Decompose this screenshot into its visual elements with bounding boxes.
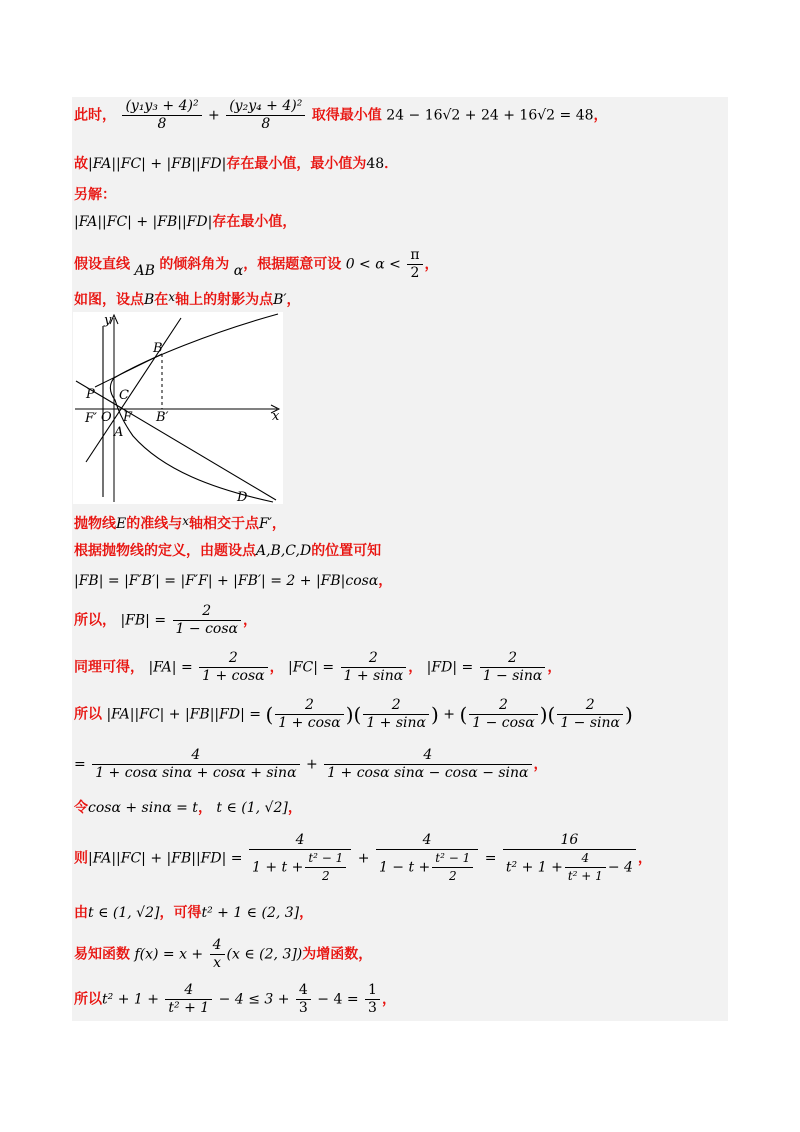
- line-13: = $\frac{4}{\text{1 + cosα sinα + cosα + sinα}}$ + $\frac{4}{\text{1 + cosα sinα − cosα − sinα}}$ ，: [74, 747, 548, 781]
- line-7: 抛物线E的准线与x轴相交于点F′，: [74, 514, 286, 532]
- figure-background: [73, 312, 283, 504]
- fraction: $\frac{2}{1 + \sin\alpha}$: [341, 650, 407, 685]
- x-label: x: [272, 409, 280, 424]
- label-f-prime: F′: [85, 411, 97, 426]
- line-6: 如图，设点B在x轴上的射影为点B′，: [74, 290, 301, 308]
- y-label: y: [104, 313, 112, 328]
- line-17: 易知函数 f(x) = x + $\frac{4}{x}$ (x ∈ (2, 3])为增函数，: [74, 937, 373, 971]
- fraction: $\frac{\text{(y₂y₄ + 4)²}}{8}$: [226, 98, 305, 133]
- line-18: 所以t² + 1 + $\frac{4}{\text{t² + 1}}$ − 4 ≤ 3 + $\frac{4}{3}$ − 4 = $\frac{1}{3}$ ，: [74, 982, 396, 1016]
- label-b: B: [153, 341, 163, 356]
- label-a: A: [114, 425, 124, 440]
- label-f: F: [123, 410, 133, 425]
- label-p: P: [86, 387, 95, 402]
- line-14: 令cosα + sinα = t， t ∈ (1, √2]，: [74, 800, 302, 816]
- label-b-prime: B′: [156, 410, 169, 425]
- line-3: 另解：: [74, 187, 116, 203]
- fraction: 16 t² + 1 + $\frac{4}{\text{t² + 1}}$ − 4: [503, 832, 636, 885]
- line-2: 故|FA||FC| + |FB||FD|存在最小值，最小值为48．: [74, 156, 399, 172]
- fraction: $\frac{4}{\text{1 + cosα sinα + cosα + sinα}}$: [92, 747, 299, 782]
- fraction: $\frac{4}{x}$: [210, 937, 225, 972]
- line-12: 所以 |FA||FC| + |FB||FD| = ( $\frac{2}{1 + \cos\alpha}$ )( $\frac{2}{1 + \sin\alpha}$ ) + ( $\frac{2}{1 - \cos\alpha}$ )( $\frac{2}{1 - \sin\alpha}$ ): [74, 697, 633, 731]
- line-4: |FA||FC| + |FB||FD|存在最小值，: [74, 214, 297, 230]
- line-5: 假设直线 AB 的倾斜角为 α，根据题意可设 0 < α < $\frac{\pi}{2}$ ，: [74, 247, 439, 281]
- label-d: D: [237, 490, 248, 504]
- fraction: $\frac{2}{1 - \cos\alpha}$: [469, 697, 537, 732]
- fraction: $\frac{2}{1 + \sin\alpha}$: [363, 697, 429, 732]
- line-16: 由t ∈ (1, √2]，可得t² + 1 ∈ (2, 3]，: [74, 905, 314, 921]
- fraction: 4 1 + t + $\frac{\text{t² − 1}}{2}$: [249, 832, 351, 885]
- fraction: $\frac{\pi}{2}$: [407, 247, 422, 282]
- line-9: |FB| = |F′B′| = |F′F| + |FB′| = 2 + |FB|cosα，: [74, 573, 393, 589]
- line-15: 则|FA||FC| + |FB||FD| = 4 1 + t + $\frac{\text{t² − 1}}{2}$ + 4 1 − t + $\frac{\text{t² − 1}}{2}$ = 16 t² + 1 + $\frac{4}{\text{t² + 1}}$ − 4 ，: [74, 832, 652, 883]
- fraction: $\frac{2}{1 + \cos\alpha}$: [199, 650, 267, 685]
- label-c: C: [119, 388, 129, 403]
- fraction: $\frac{4}{\text{t² + 1}}$: [165, 982, 212, 1017]
- line-11: 同理可得， |FA| = $\frac{2}{1 + \cos\alpha}$ ， |FC| = $\frac{2}{1 + \sin\alpha}$ ， |FD| = $\frac{2}{1 - \sin\alpha}$ ，: [74, 650, 562, 684]
- fraction: $\frac{1}{3}$: [365, 982, 380, 1017]
- parabola-figure: [73, 312, 283, 504]
- fraction: $\frac{2}{1 - \sin\alpha}$: [557, 697, 623, 732]
- fraction: $\frac{\text{(y₁y₃ + 4)²}}{8}$: [122, 98, 201, 133]
- line-10: 所以， |FB| = $\frac{2}{1 - \cos\alpha}$ ，: [74, 603, 257, 637]
- fraction: $\frac{2}{1 - \sin\alpha}$: [480, 650, 546, 685]
- fraction: $\frac{4}{3}$: [296, 982, 311, 1017]
- label-o: O: [101, 410, 112, 425]
- line-8: 根据抛物线的定义，由题设点A,B,C,D的位置可知: [74, 543, 382, 559]
- fraction: 4 1 − t + $\frac{\text{t² − 1}}{2}$: [376, 832, 478, 885]
- fraction: $\frac{2}{1 - \cos\alpha}$: [173, 603, 241, 638]
- fraction: $\frac{2}{1 + \cos\alpha}$: [275, 697, 343, 732]
- fraction: $\frac{4}{\text{1 + cosα sinα − cosα − sinα}}$: [324, 747, 531, 782]
- line-1: 此时， $\frac{\text{(y₁y₃ + 4)²}}{8}$ + $\frac{\text{(y₂y₄ + 4)²}}{8}$ 取得最小值 24 − 16√2 + 24 + 16√2 = 48，: [74, 98, 608, 132]
